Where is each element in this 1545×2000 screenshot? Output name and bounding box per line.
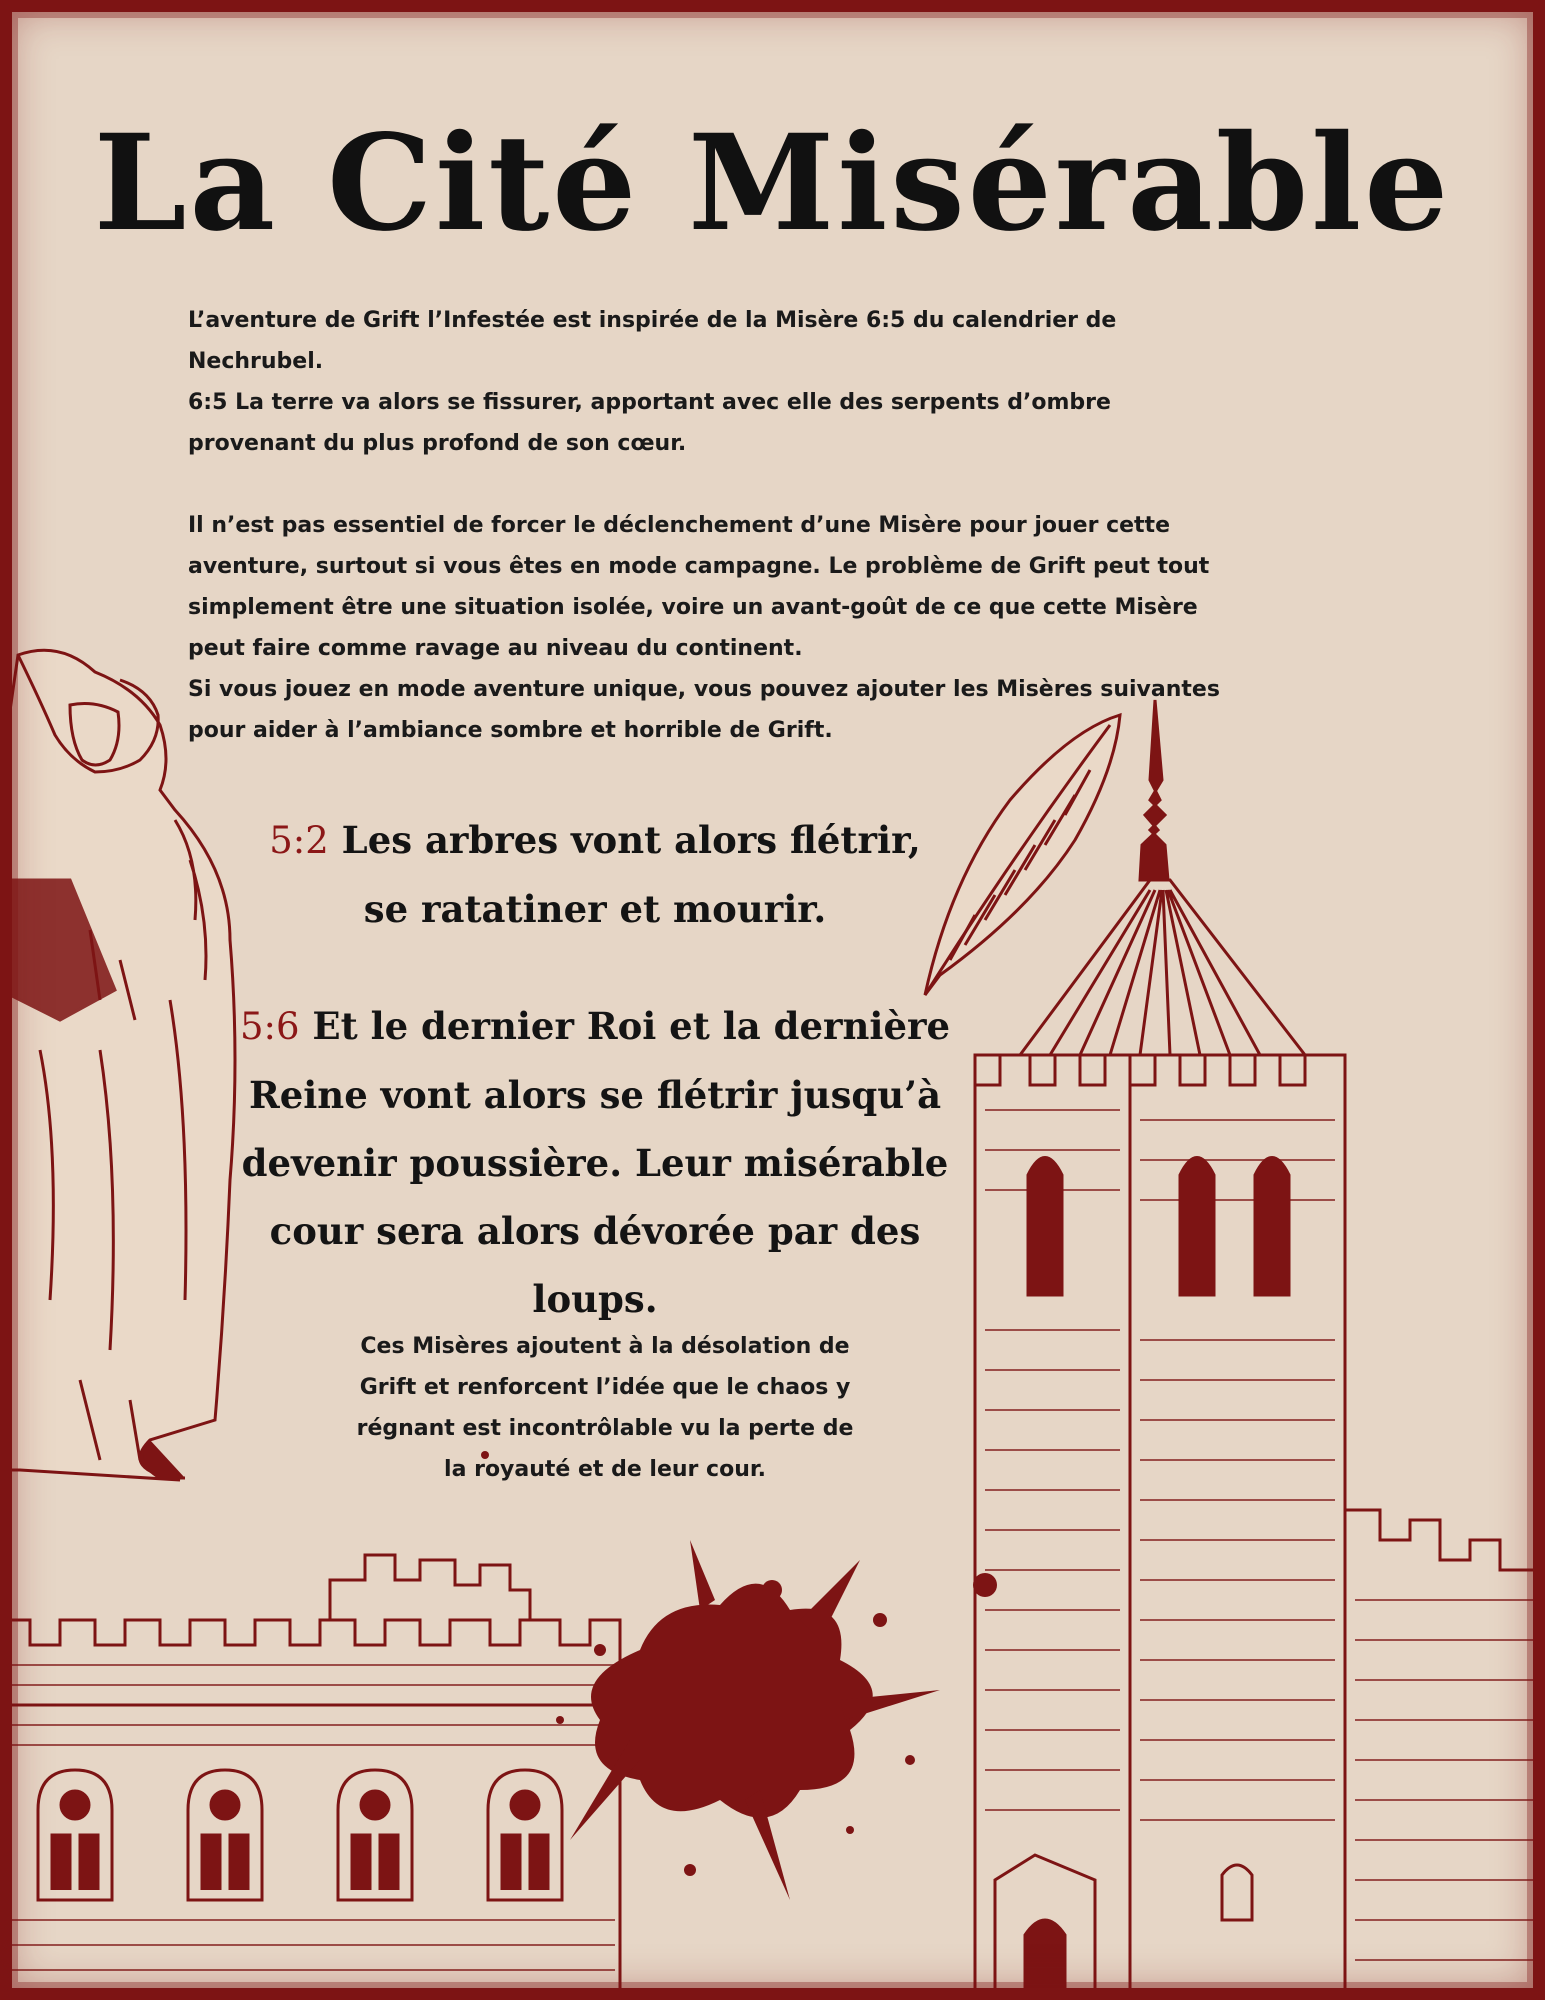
intro-paragraph-3: Si vous jouez en mode aventure unique, vous pouvez ajouter les Misères suivantes pour aider à l’ambiance sombre et horrible de Grift. (188, 677, 1220, 743)
verse-5-6 (225, 992, 965, 1333)
verse-number: 5:6 (239, 1005, 300, 1048)
verse-5-2 (245, 806, 945, 943)
intro-text (188, 300, 1238, 751)
intro-paragraph-2: Il n’est pas essentiel de forcer le déclenchement d’une Misère pour jouer cette aventure, surtout si vous êtes en mode campagne. Le problème de Grift peut tout simplement être une situation isolée, voire un avant-goût de ce que cette Misère peut faire comme ravage au niveau du continent. (188, 513, 1210, 661)
arched-window (338, 1770, 412, 1900)
intro-line-2: 6:5 La terre va alors se fissurer, apportant avec elle des serpents d’ombre provenant du plus profond de son cœur. (188, 390, 1111, 456)
verse-text: Les arbres vont alors flétrir, se ratatiner et mourir. (341, 818, 921, 931)
paragraph-gap (188, 464, 1238, 505)
castle-walls-illustration (0, 1555, 620, 2000)
verse-number: 5:2 (269, 819, 329, 862)
verse-text: Et le dernier Roi et la dernière Reine vont alors se flétrir jusqu’à devenir poussière. Leur misérable cour sera alors dévorée par des loups. (241, 1004, 951, 1321)
right-wall-illustration (1345, 1510, 1545, 2000)
arched-window (38, 1770, 112, 1900)
quill-feather-illustration (925, 715, 1120, 995)
hooded-monk-illustration (0, 650, 235, 1480)
intro-line-1: L’aventure de Grift l’Infestée est inspirée de la Misère 6:5 du calendrier de Nechrubel. (188, 308, 1117, 374)
arched-window (488, 1770, 562, 1900)
closing-note: Ces Misères ajoutent à la désolation de Grift et renforcent l’idée que le chaos y régnant est incontrôlable vu la perte de la royauté et de leur cour. (356, 1334, 854, 1482)
arched-window (188, 1770, 262, 1900)
page-title: La Cité Misérable (93, 106, 1452, 261)
